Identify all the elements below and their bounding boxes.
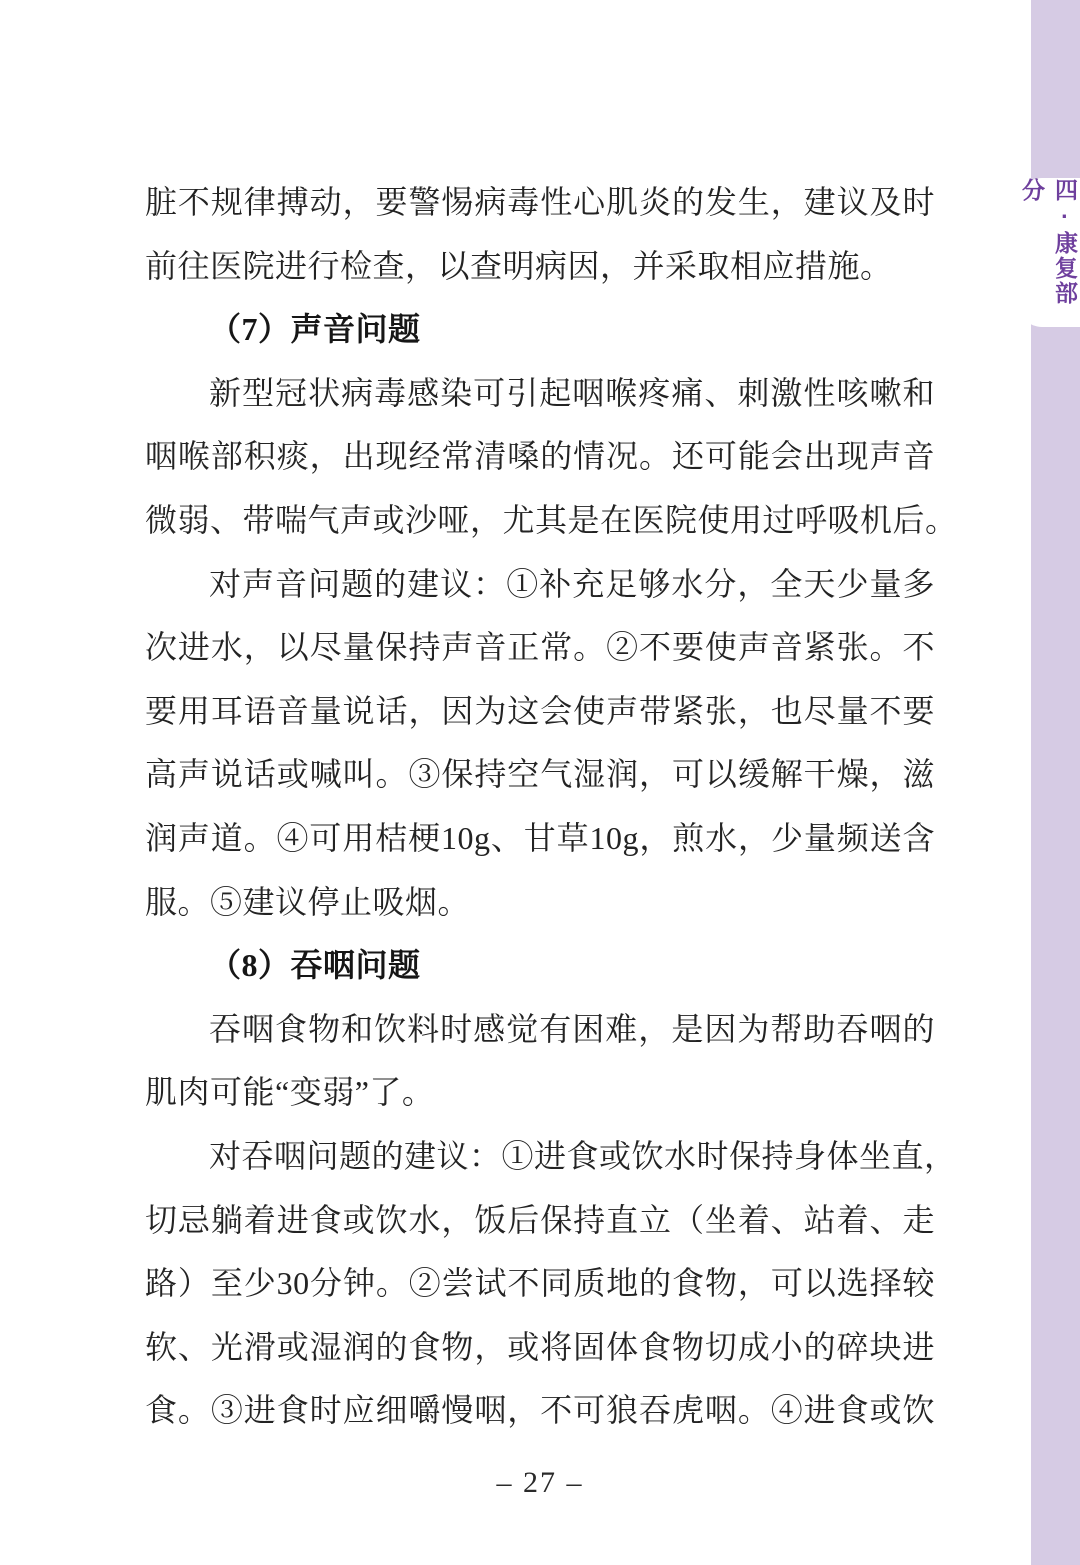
text-line: 对吞咽问题的建议：①进食或饮水时保持身体坐直，: [209, 1137, 957, 1174]
text-line: 新型冠状病毒感染可引起咽喉疼痛、刺激性咳嗽和: [209, 374, 935, 411]
text-line: 要用耳语音量说话，因为这会使声带紧张，也尽量不要: [145, 692, 935, 729]
page-number: – 27 –: [496, 1466, 584, 1499]
text-line: 软、光滑或湿润的食物，或将固体食物切成小的碎块进: [145, 1328, 935, 1365]
text-line: 次进水，以尽量保持声音正常。②不要使声音紧张。不: [145, 629, 935, 666]
text-line: 微弱、带喘气声或沙哑，尤其是在医院使用过呼吸机后。: [145, 501, 958, 538]
text-line: 服。⑤建议停止吸烟。: [145, 883, 471, 920]
chapter-tab: [1018, 178, 1080, 327]
text-line: 切忌躺着进食或饮水，饭后保持直立（坐着、站着、走: [145, 1201, 935, 1238]
document-body: [145, 171, 958, 1443]
text-line: 前往医院进行检查，以查明病因，并采取相应措施。: [145, 247, 893, 284]
section-heading: （7）声音问题: [209, 311, 421, 348]
text-line: 润声道。④可用桔梗10g、甘草10g，煎水，少量频送含: [145, 819, 935, 856]
text-line: 高声说话或喊叫。③保持空气湿润，可以缓解干燥，滋: [145, 756, 935, 793]
text-line: 对声音问题的建议：①补充足够水分，全天少量多: [209, 565, 935, 602]
text-line: 脏不规律搏动，要警惕病毒性心肌炎的发生，建议及时: [145, 184, 935, 220]
section-heading: （8）吞咽问题: [209, 947, 421, 984]
text-line: 吞咽食物和饮料时感觉有困难，是因为帮助吞咽的: [209, 1010, 935, 1047]
text-line: 咽喉部积痰，出现经常清嗓的情况。还可能会出现声音: [145, 438, 935, 475]
chapter-tab-label: 四·康复部分: [1019, 178, 1078, 306]
text-line: 肌肉可能“变弱”了。: [145, 1074, 435, 1111]
text-line: 路）至少30分钟。②尝试不同质地的食物，可以选择较: [145, 1265, 935, 1302]
text-line: 食。③进食时应细嚼慢咽，不可狼吞虎咽。④进食或饮: [145, 1392, 935, 1429]
